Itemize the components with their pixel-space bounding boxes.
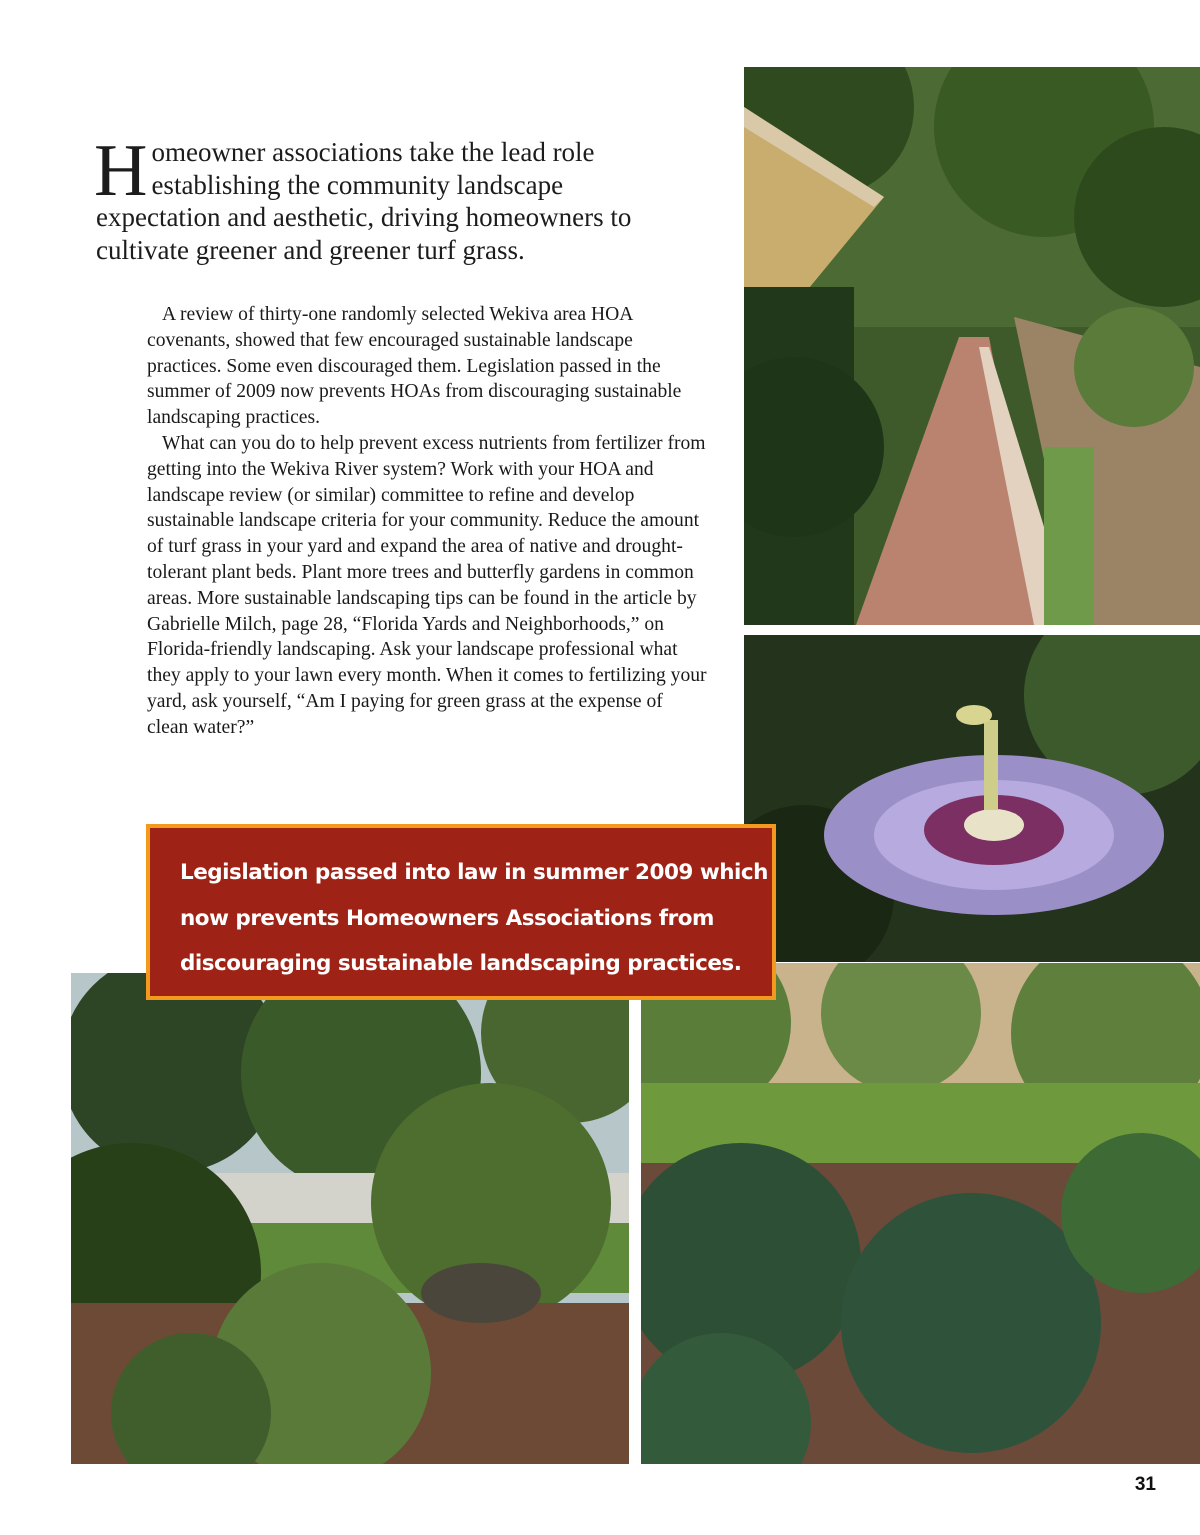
- callout-text: Legislation passed into law in summer 2009 which now prevents Homeowners Associations from discouraging sustainable landscaping practices.: [180, 860, 768, 976]
- lead-text: omeowner associations take the lead role establishing the community landscape expectation and aesthetic, driving homeowners to cultivate greener and greener turf grass.: [96, 137, 632, 265]
- yard-grasses-photo: [641, 963, 1200, 1464]
- legislation-callout: [146, 824, 776, 1000]
- walkway-photo: [744, 67, 1200, 625]
- body-paragraph-1: A review of thirty-one randomly selected Wekiva area HOA covenants, showed that few encouraged sustainable landscape practices. Some even discouraged them. Legislation passed in the summer of 2009 now prevents HOAs from discouraging sustainable landscaping practices.: [147, 304, 682, 429]
- body-text: [147, 302, 707, 741]
- street-planting-photo: [71, 973, 629, 1464]
- lead-paragraph: [94, 130, 676, 266]
- body-paragraph-2: What can you do to help prevent excess nutrients from fertilizer from getting into the Wekiva River system? Work with your HOA and landscape review (or similar) committee to refine and develop sustainable landscape criteria for your community. Reduce the amount of turf grass in your yard and expand the area of native and drought- tolerant plant beds. Plant more trees and butterfly gardens in common areas. More sustainable landscaping tips can be found in the article by Gabrielle Milch, page 28, “Florida Yards and Neighborhoods,” on Florida-friendly landscaping. Ask your landscape professional what they apply to your lawn every month. When it comes to fertilizing your yard, ask yourself, “Am I paying for green grass at the expense of clean water?”: [147, 432, 707, 738]
- drop-cap: H: [94, 130, 148, 212]
- page-number: 31: [1134, 1474, 1156, 1495]
- passion-flower-photo: [744, 635, 1200, 962]
